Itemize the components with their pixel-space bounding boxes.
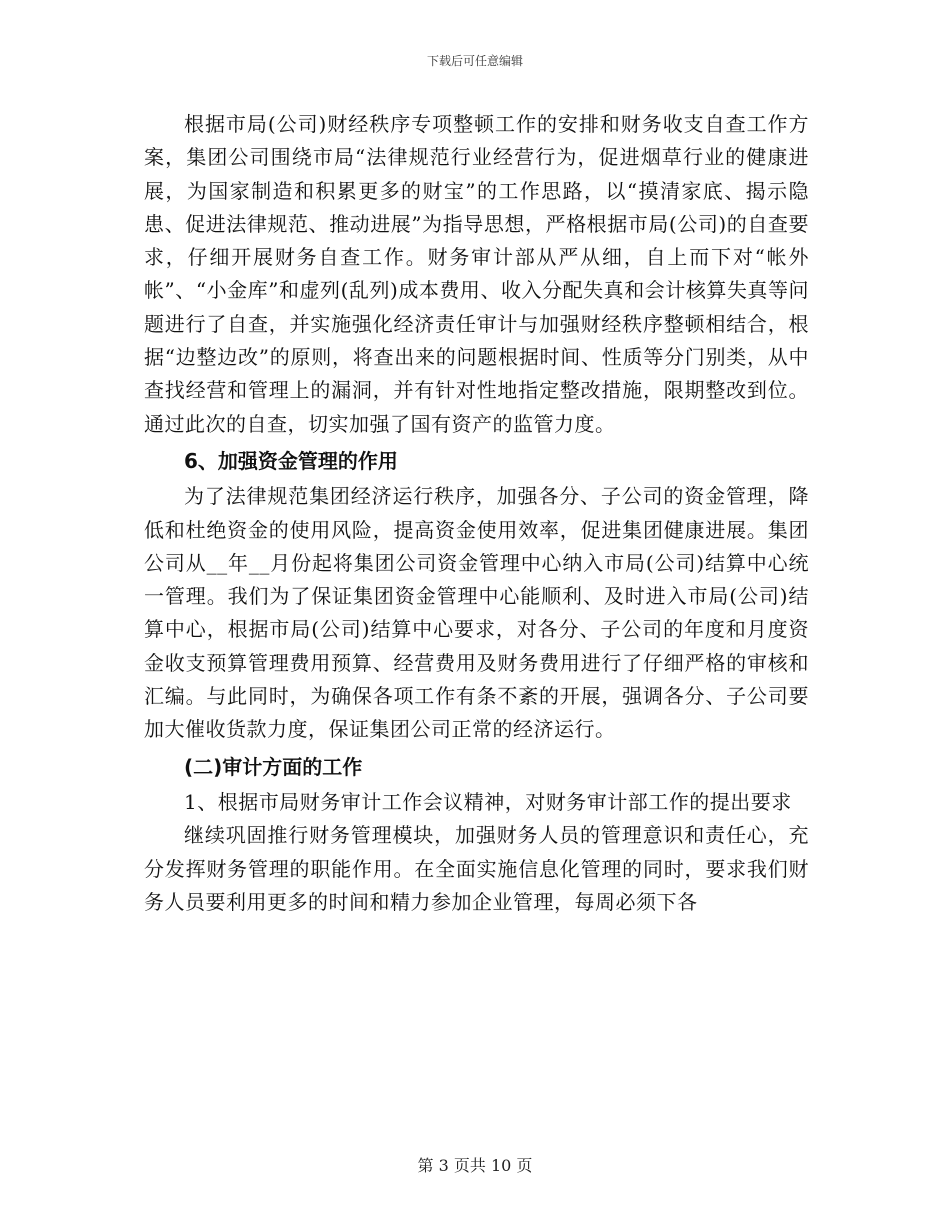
section-heading-audit: (二)审计方面的工作	[184, 754, 363, 779]
page-header: 下载后可任意编辑	[426, 54, 523, 68]
paragraph-financial-module: 继续巩固推行财务管理模块，加强财务人员的管理意识和责任心，充分发挥财务管理的职能作用。在全面实施信息化管理的同时，要求我们财务人员要利用更多的时间和精力参加企业管理，每周必须下各	[144, 823, 809, 914]
section-heading-fund-management: 6、加强资金管理的作用	[184, 448, 398, 473]
document-body	[144, 108, 809, 919]
page-footer-page-number: 第 3 页共 10 页	[417, 1156, 533, 1175]
paragraph-fund-management: 为了法律规范集团经济运行秩序，加强各分、子公司的资金管理，降低和杜绝资金的使用风险，提高资金使用效率，促进集团健康进展。集团公司从__年__月份起将集团公司资金管理中心纳入市局(公司)结算中心统一管理。我们为了保证集团资金管理中心能顺利、及时进入市局(公司)结算中心，根据市局(公司)结算中心要求，对各分、子公司的年度和月度资金收支预算管理费用预算、经营费用及财务费用进行了仔细严格的审核和汇编。与此同时，为确保各项工作有条不紊的开展，强调各分、子公司要加大催收货款力度，保证集团公司正常的经济运行。	[144, 484, 809, 742]
paragraph-audit-item-1: 1、根据市局财务审计工作会议精神，对财务审计部工作的提出要求	[184, 789, 792, 814]
paragraph-self-inspection: 根据市局(公司)财经秩序专项整顿工作的安排和财务收支自查工作方案，集团公司围绕市局“法律规范行业经营行为，促进烟草行业的健康进展，为国家制造和积累更多的财宝”的工作思路，以“摸清家底、揭示隐患、促进法律规范、推动进展”为指导思想，严格根据市局(公司)的自查要求，仔细开展财务自查工作。财务审计部从严从细，自上而下对“帐外帐”、“小金库”和虚列(乱列)成本费用、收入分配失真和会计核算失真等问题进行了自查，并实施强化经济责任审计与加强财经秩序整顿相结合，根据“边整边改”的原则，将查出来的问题根据时间、性质等分门别类，从中查找经营和管理上的漏洞，并有针对性地指定整改措施，限期整改到位。通过此次的自查，切实加强了国有资产的监管力度。	[144, 112, 809, 436]
